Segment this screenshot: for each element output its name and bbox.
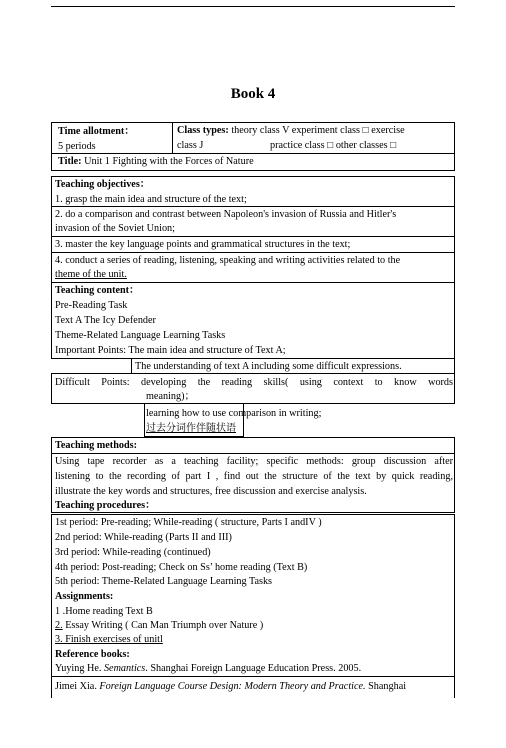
objective-4-line2: theme of the unit. — [55, 269, 127, 280]
class-types-options: theory class V experiment class □ exercise — [231, 125, 405, 136]
content-line2: Text A The Icy Defender — [55, 315, 156, 326]
methods-line2: listening to the recording of part I , find out the structure of the text by quick reading, — [55, 471, 453, 482]
reference-2-author: Jimei Xia. — [55, 681, 100, 692]
reference-1 — [55, 662, 361, 675]
methods-line3: illustrate the key words and structures, free discussion and exercise analysis. — [55, 486, 367, 497]
procedure-period-4: 4th period: Post-reading; Check on Ss’ home reading (Text B) — [55, 562, 308, 573]
reference-1-author: Yuying He. — [55, 663, 104, 674]
reference-1-title: Semantics — [103, 663, 146, 674]
objective-2-line1: 2. do a comparison and contrast between Napoleon's invasion of Russia and Hitler's — [55, 209, 397, 220]
assignment-2-number: 2. — [55, 620, 63, 631]
assignment-2 — [55, 619, 263, 632]
procedure-period-2: 2nd period: While-reading (Parts II and III) — [55, 532, 232, 543]
objective-2-line2: invasion of the Soviet Union; — [55, 223, 175, 234]
procedure-period-5: 5th period: Theme-Related Language Learning Tasks — [55, 576, 273, 587]
class-types-label: Class types: — [177, 125, 229, 136]
reference-2-title: Foreign Language Course Design: Modern Theory and Practice. — [99, 681, 366, 692]
objective-3: 3. master the key language points and grammatical structures in the text; — [55, 239, 351, 250]
allotment-label: Time allotment： — [58, 126, 135, 137]
procedure-period-3: 3rd period: While-reading (continued) — [55, 547, 211, 558]
page-title: Book 4 — [230, 86, 276, 102]
important-points: Important Points: The main idea and structure of Text A; — [55, 345, 286, 356]
content-line1: Pre-Reading Task — [55, 300, 128, 311]
objective-4-line1: 4. conduct a series of reading, listening, speaking and writing activities related to the — [55, 255, 401, 266]
methods-heading: Teaching methods: — [55, 440, 137, 451]
title-label: Title: — [58, 156, 82, 167]
assignments-heading: Assignments: — [55, 591, 114, 602]
reference-2-rest: Shanghai — [365, 681, 407, 692]
methods-line1: Using tape recorder as a teaching facility; specific methods: group discussion after — [55, 456, 453, 467]
header-rule — [51, 6, 455, 7]
assignment-3: 3. Finish exercises of unitl — [55, 634, 163, 645]
important-points-cont: The understanding of text A including some difficult expressions. — [135, 361, 402, 372]
class-types-line2b: practice class □ other classes □ — [270, 140, 397, 151]
title-row-text — [58, 155, 254, 168]
class-types-line1 — [177, 124, 405, 137]
comparison-writing: learning how to use comparison in writing; — [146, 408, 322, 419]
difficult-points-line1: Difficult Points: developing the reading skills( using context to know words — [55, 377, 453, 388]
allotment-value: 5 periods — [58, 141, 96, 152]
procedure-period-1: 1st period: Pre-reading; While-reading ( structure, Parts I andIV ) — [55, 517, 322, 528]
content-heading: Teaching content： — [55, 285, 140, 296]
title-value: Unit 1 Fighting with the Forces of Nature — [84, 156, 254, 167]
assignment-2-text: Essay Writing ( Can Man Triumph over Nature ) — [62, 620, 264, 631]
difficult-points-line2: meaning)； — [146, 391, 195, 402]
content-line3: Theme-Related Language Learning Tasks — [55, 330, 226, 341]
objectives-heading: Teaching objectives： — [55, 179, 150, 190]
references-heading: Reference books: — [55, 649, 130, 660]
assignment-1: 1 .Home reading Text B — [55, 606, 153, 617]
reference-1-rest: . Shanghai Foreign Language Education Press. 2005. — [145, 663, 362, 674]
reference-2 — [55, 680, 453, 693]
class-types-line2a: class J — [177, 140, 204, 151]
grammar-point: 过去分词作伴随状语 — [146, 423, 236, 434]
procedures-heading: Teaching procedures： — [55, 500, 156, 511]
objective-1: 1. grasp the main idea and structure of the text; — [55, 194, 247, 205]
